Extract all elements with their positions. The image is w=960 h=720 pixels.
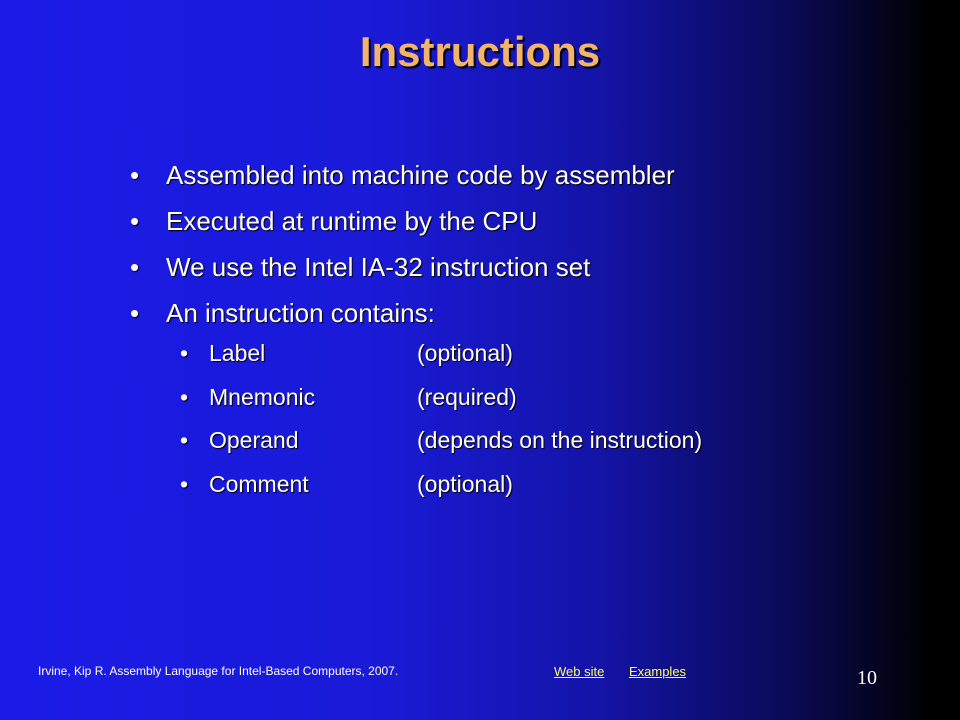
- bullet-dot: •: [130, 206, 140, 236]
- bullet-item: [130, 206, 675, 252]
- part-term: Comment: [209, 470, 309, 497]
- part-note: (depends on the instruction): [417, 427, 703, 453]
- page-number: 10: [857, 667, 877, 689]
- part-term: Mnemonic: [209, 383, 316, 410]
- sub-bullet-item: [180, 471, 702, 515]
- instruction-parts-list: [180, 340, 702, 514]
- part-term: Operand: [209, 427, 299, 453]
- part-note: (optional): [417, 340, 513, 366]
- bullet-dot: •: [130, 252, 140, 282]
- bullet-dot: •: [180, 470, 189, 497]
- bullet-list: [130, 160, 675, 344]
- bullet-item: [130, 160, 675, 206]
- part-term: Label: [209, 340, 266, 366]
- slide-title: Instructions: [359, 28, 601, 75]
- web-site-link[interactable]: Web site: [554, 664, 605, 679]
- examples-link[interactable]: Examples: [628, 664, 687, 679]
- bullet-text: Executed at runtime by the CPU: [166, 206, 538, 236]
- bullet-item: [130, 298, 675, 344]
- bullet-text: An instruction contains:: [166, 298, 435, 328]
- footer-links: [554, 664, 707, 679]
- bullet-dot: •: [180, 427, 189, 453]
- bullet-item: [130, 252, 675, 298]
- bullet-text: Assembled into machine code by assembler: [166, 160, 675, 190]
- bullet-dot: •: [180, 383, 189, 410]
- sub-bullet-item: [180, 340, 702, 384]
- sub-bullet-item: [180, 427, 702, 471]
- bullet-dot: •: [180, 340, 189, 366]
- part-note: (optional): [417, 470, 513, 497]
- footer-citation: Irvine, Kip R. Assembly Language for Intel-Based Computers, 2007.: [38, 664, 399, 678]
- sub-bullet-item: [180, 384, 702, 428]
- bullet-text: We use the Intel IA-32 instruction set: [166, 252, 591, 282]
- part-note: (required): [417, 383, 517, 410]
- bullet-dot: •: [130, 160, 140, 190]
- bullet-dot: •: [130, 298, 140, 328]
